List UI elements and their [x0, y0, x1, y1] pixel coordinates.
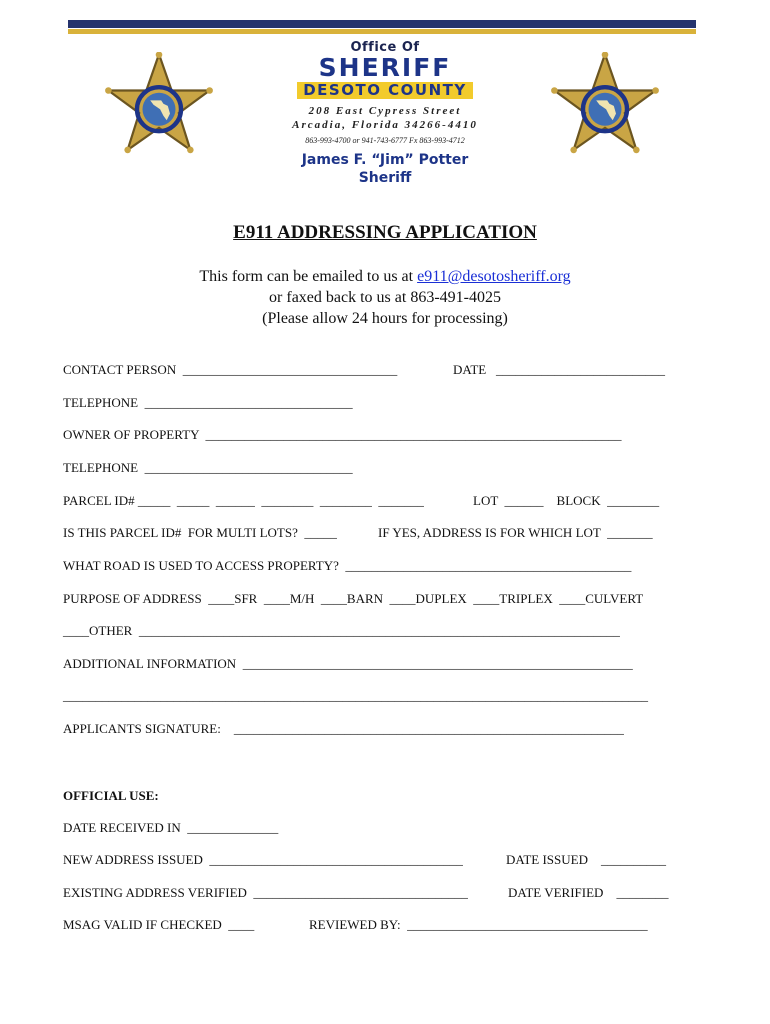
navy-stripe: [68, 20, 696, 28]
telephone-field[interactable]: TELEPHONE ________________________________: [63, 395, 353, 410]
office-of-label: Office Of: [350, 40, 420, 55]
owner-telephone-field[interactable]: TELEPHONE ________________________________: [63, 460, 353, 475]
date-field[interactable]: DATE __________________________: [453, 362, 665, 377]
purpose-of-address-field[interactable]: PURPOSE OF ADDRESS ____SFR ____M/H ____BARN ____DUPLEX ____TRIPLEX ____CULVERT: [63, 591, 644, 606]
date-verified-field[interactable]: DATE VERIFIED ________: [508, 885, 669, 900]
sheriff-star-badge-icon: [104, 52, 214, 162]
new-address-issued-field[interactable]: NEW ADDRESS ISSUED _______________________________________: [63, 852, 463, 867]
lot-block-field[interactable]: LOT ______ BLOCK ________: [473, 493, 660, 508]
existing-address-verified-field[interactable]: EXISTING ADDRESS VERIFIED _________________________________: [63, 885, 468, 900]
phone-numbers: 863-993-4700 or 941-743-6777 Fx 863-993-4712: [305, 136, 465, 145]
county-banner: DESOTO COUNTY: [297, 82, 473, 99]
gold-stripe: [68, 29, 696, 34]
multi-lots-field[interactable]: IS THIS PARCEL ID# FOR MULTI LOTS? _____: [63, 525, 337, 540]
access-road-field[interactable]: WHAT ROAD IS USED TO ACCESS PROPERTY? ____________________________________________: [63, 558, 632, 573]
street-address: 208 East Cypress Street: [308, 105, 462, 117]
additional-information-field[interactable]: ADDITIONAL INFORMATION ____________________________________________________________: [63, 656, 633, 671]
date-issued-field[interactable]: DATE ISSUED __________: [506, 852, 666, 867]
sheriff-name: James F. “Jim” Potter: [301, 152, 469, 168]
city-address: Arcadia, Florida 34266-4410: [292, 119, 478, 131]
letterhead: [230, 40, 540, 187]
intro-email-prefix: This form can be emailed to us at: [199, 268, 418, 285]
sheriff-title: Sheriff: [358, 170, 412, 186]
sheriff-star-badge-icon: [550, 52, 660, 162]
form-intro: [0, 266, 770, 329]
email-link[interactable]: e911@desotosheriff.org: [417, 268, 571, 285]
intro-line-3: (Please allow 24 hours for processing): [262, 310, 508, 327]
intro-line-1: [0, 266, 770, 287]
parcel-id-field[interactable]: PARCEL ID# _____ _____ ______ ________ ________ _______: [63, 493, 424, 508]
date-received-field[interactable]: DATE RECEIVED IN ______________: [63, 820, 279, 835]
owner-of-property-field[interactable]: OWNER OF PROPERTY ________________________________________________________________: [63, 427, 622, 442]
msag-valid-field[interactable]: MSAG VALID IF CHECKED ____: [63, 917, 255, 932]
contact-person-field[interactable]: CONTACT PERSON _________________________________: [63, 362, 398, 377]
intro-line-2: or faxed back to us at 863-491-4025: [269, 289, 501, 306]
letterhead-top-bar: [68, 20, 696, 34]
which-lot-field[interactable]: IF YES, ADDRESS IS FOR WHICH LOT _______: [378, 525, 653, 540]
official-use-heading: OFFICIAL USE:: [63, 788, 159, 803]
other-purpose-field[interactable]: ____OTHER __________________________________________________________________________: [63, 623, 620, 638]
form-title: E911 ADDRESSING APPLICATION: [233, 222, 537, 243]
applicant-signature-field[interactable]: APPLICANTS SIGNATURE: ____________________________________________________________: [63, 721, 624, 736]
sheriff-heading: SHERIFF: [318, 53, 452, 82]
additional-information-line[interactable]: __________________________________________________________________________________________: [63, 688, 648, 703]
reviewed-by-field[interactable]: REVIEWED BY: _____________________________________: [309, 917, 648, 932]
